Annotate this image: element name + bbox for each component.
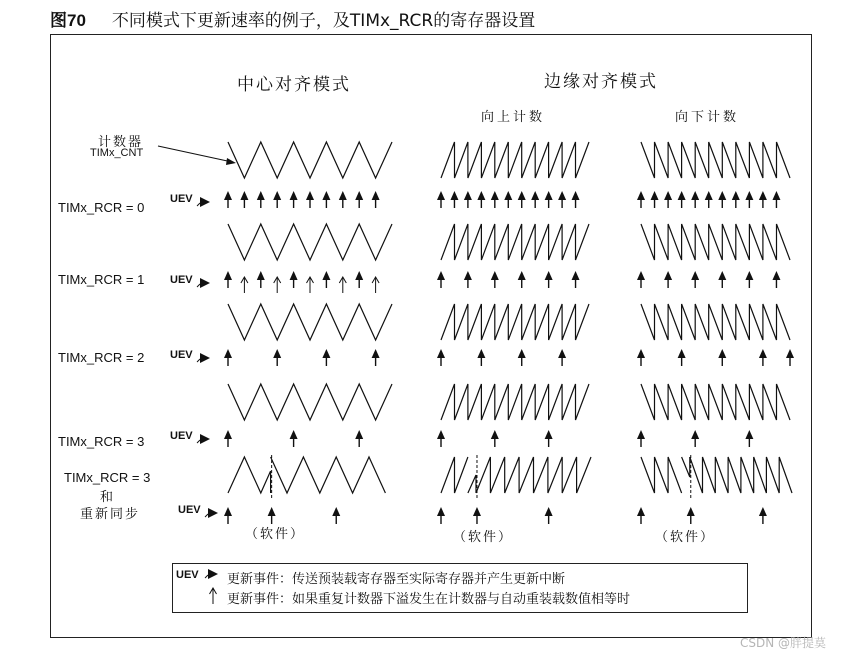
- row-label-and: 和: [100, 490, 116, 505]
- uev-arrow-icon: [545, 271, 553, 280]
- counter-label: 计数器: [98, 135, 144, 150]
- uev-arrow-icon: [491, 191, 499, 200]
- center-resync-wave: [271, 457, 386, 493]
- uev-triangle-icon: [208, 508, 218, 518]
- center-counter-wave: [228, 304, 392, 340]
- uev-triangle-icon: [200, 353, 210, 363]
- uev-arrow-icon: [678, 191, 686, 200]
- uev-arrow-icon: [450, 191, 458, 200]
- uev-arrow-icon: [339, 191, 347, 200]
- uev-label-row3: UEV: [170, 430, 193, 442]
- uev-arrow-icon: [491, 430, 499, 439]
- header-up-count: 向上计数: [481, 110, 546, 125]
- legend-row-2: 更新事件：如果重复计数器下溢发生在计数器与自动重装载数值相等时: [227, 592, 631, 607]
- uev-arrow-icon: [491, 271, 499, 280]
- watermark: CSDN @胖提莫: [740, 636, 827, 650]
- uev-arrow-icon: [290, 430, 298, 439]
- up-counter-wave: [441, 224, 589, 260]
- center-counter-wave: [228, 224, 392, 260]
- uev-tick-icon: [197, 203, 200, 206]
- software-label-down: （软件）: [655, 530, 716, 545]
- uev-arrow-icon: [518, 191, 526, 200]
- software-label-up: （软件）: [453, 530, 514, 545]
- down-resync-wave: [641, 457, 682, 493]
- uev-arrow-icon: [224, 271, 232, 280]
- uev-arrow-icon: [306, 191, 314, 200]
- uev-arrow-icon: [322, 191, 330, 200]
- uev-arrow-icon: [705, 191, 713, 200]
- uev-triangle-icon: [200, 434, 210, 444]
- uev-arrow-icon: [322, 349, 330, 358]
- down-counter-wave: [641, 142, 790, 178]
- uev-arrow-icon: [572, 271, 580, 280]
- uev-tick-icon: [205, 575, 208, 578]
- up-resync-wave: [441, 457, 468, 493]
- uev-triangle-icon: [200, 278, 210, 288]
- up-counter-wave: [441, 304, 589, 340]
- uev-arrow-icon: [332, 507, 340, 516]
- uev-arrow-icon: [518, 349, 526, 358]
- uev-label-row2: UEV: [170, 349, 193, 361]
- uev-arrow-icon: [745, 271, 753, 280]
- row-label-rcr0: TIMx_RCR = 0: [58, 200, 145, 215]
- uev-arrow-icon: [437, 349, 445, 358]
- uev-arrow-icon: [678, 349, 686, 358]
- uev-arrow-icon: [691, 191, 699, 200]
- uev-arrow-icon: [664, 271, 672, 280]
- uev-arrow-icon: [477, 191, 485, 200]
- counter-pointer: [158, 146, 236, 165]
- up-counter-wave: [441, 384, 589, 420]
- up-counter-wave: [441, 142, 589, 178]
- uev-arrow-icon: [531, 191, 539, 200]
- center-counter-wave: [228, 142, 392, 178]
- uev-arrow-icon: [464, 191, 472, 200]
- uev-tick-icon: [197, 440, 200, 443]
- uev-arrow-icon: [691, 430, 699, 439]
- uev-triangle-icon: [208, 569, 218, 579]
- uev-arrow-icon: [355, 430, 363, 439]
- down-counter-wave: [641, 384, 790, 420]
- uev-arrow-icon: [687, 507, 695, 516]
- center-counter-wave: [228, 384, 392, 420]
- uev-arrow-icon: [572, 191, 580, 200]
- row-label-rcr2: TIMx_RCR = 2: [58, 350, 145, 365]
- figure-title: 不同模式下更新速率的例子，及TIMx_RCR的寄存器设置: [111, 11, 536, 31]
- counter-register-label: TIMx_CNT: [90, 147, 144, 159]
- uev-tick-icon: [205, 514, 208, 517]
- uev-arrow-icon: [759, 191, 767, 200]
- row-label-rcr1: TIMx_RCR = 1: [58, 272, 145, 287]
- legend-uev-label: UEV: [176, 569, 199, 581]
- uev-arrow-icon: [637, 430, 645, 439]
- uev-arrow-icon: [718, 349, 726, 358]
- down-resync-wave: [682, 457, 690, 477]
- uev-arrow-icon: [718, 271, 726, 280]
- uev-arrow-icon: [322, 271, 330, 280]
- uev-label-row4: UEV: [178, 504, 201, 516]
- uev-arrow-icon: [437, 507, 445, 516]
- figure-number: 图70: [50, 11, 86, 30]
- uev-tick-icon: [197, 284, 200, 287]
- uev-arrow-icon: [558, 191, 566, 200]
- uev-arrow-icon: [786, 349, 794, 358]
- uev-arrow-icon: [464, 271, 472, 280]
- up-resync-wave: [468, 475, 476, 493]
- down-resync-wave: [690, 457, 792, 493]
- uev-arrow-icon: [745, 191, 753, 200]
- uev-label-row0: UEV: [170, 193, 193, 205]
- uev-arrow-icon: [745, 430, 753, 439]
- uev-arrow-icon: [290, 271, 298, 280]
- uev-arrow-icon: [372, 349, 380, 358]
- down-counter-wave: [641, 304, 790, 340]
- uev-arrow-icon: [637, 507, 645, 516]
- uev-arrow-icon: [651, 191, 659, 200]
- row-label-rcr3: TIMx_RCR = 3: [58, 434, 145, 449]
- uev-arrow-icon: [268, 507, 276, 516]
- uev-arrow-icon: [224, 349, 232, 358]
- uev-arrow-icon: [545, 507, 553, 516]
- uev-tick-icon: [197, 359, 200, 362]
- uev-arrow-icon: [518, 271, 526, 280]
- uev-arrow-icon: [257, 271, 265, 280]
- uev-arrow-icon: [224, 191, 232, 200]
- uev-arrow-icon: [473, 507, 481, 516]
- uev-arrow-icon: [772, 191, 780, 200]
- uev-arrow-icon: [257, 191, 265, 200]
- uev-arrow-icon: [437, 430, 445, 439]
- up-resync-wave: [476, 457, 591, 493]
- header-center-aligned: 中心对齐模式: [237, 75, 351, 95]
- center-resync-wave: [228, 457, 271, 493]
- uev-arrow-icon: [558, 349, 566, 358]
- uev-arrow-icon: [691, 271, 699, 280]
- legend-row-1: 更新事件：传送预装载寄存器至实际寄存器并产生更新中断: [227, 572, 566, 587]
- uev-arrow-icon: [772, 271, 780, 280]
- uev-arrow-icon: [637, 191, 645, 200]
- row-label-rcr3-resync: TIMx_RCR = 3: [64, 470, 151, 485]
- row-label-resync: 重新同步: [80, 507, 141, 522]
- uev-arrow-icon: [545, 191, 553, 200]
- uev-arrow-icon: [437, 271, 445, 280]
- uev-arrow-icon: [718, 191, 726, 200]
- uev-arrow-icon: [759, 507, 767, 516]
- uev-arrow-icon: [732, 191, 740, 200]
- uev-arrow-icon: [273, 349, 281, 358]
- uev-arrow-icon: [290, 191, 298, 200]
- uev-arrow-icon: [372, 191, 380, 200]
- down-counter-wave: [641, 224, 790, 260]
- header-edge-aligned: 边缘对齐模式: [544, 72, 658, 92]
- uev-arrow-icon: [504, 191, 512, 200]
- pointer-arrowhead-icon: [226, 158, 236, 165]
- software-label-center: （软件）: [245, 527, 306, 542]
- uev-arrow-icon: [637, 349, 645, 358]
- uev-triangle-icon: [200, 197, 210, 207]
- uev-arrow-icon: [355, 271, 363, 280]
- uev-arrow-icon: [759, 349, 767, 358]
- uev-arrow-icon: [240, 191, 248, 200]
- uev-arrow-icon: [355, 191, 363, 200]
- uev-arrow-icon: [224, 507, 232, 516]
- uev-arrow-icon: [224, 430, 232, 439]
- uev-arrow-icon: [273, 191, 281, 200]
- uev-arrow-icon: [545, 430, 553, 439]
- uev-arrow-icon: [637, 271, 645, 280]
- header-down-count: 向下计数: [675, 110, 740, 125]
- uev-arrow-icon: [477, 349, 485, 358]
- uev-arrow-icon: [664, 191, 672, 200]
- uev-arrow-icon: [437, 191, 445, 200]
- uev-label-row1: UEV: [170, 274, 193, 286]
